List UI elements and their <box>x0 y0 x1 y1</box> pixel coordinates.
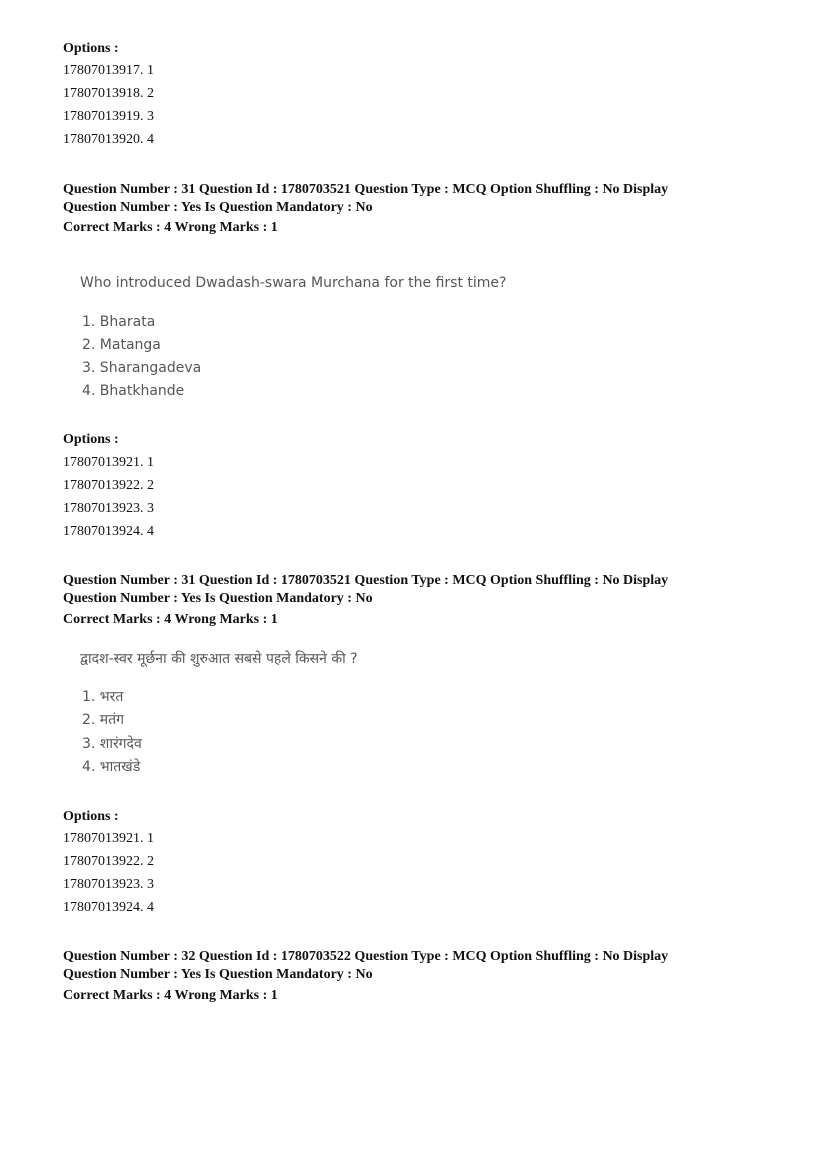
option-id: 17807013922. 2 <box>63 478 154 493</box>
question-choice: 3. Sharangadeva <box>82 360 202 376</box>
option-id: 17807013921. 1 <box>63 455 154 470</box>
option-id: 17807013918. 2 <box>63 86 154 101</box>
question-meta-line2: Question Number : Yes Is Question Mandatory : No <box>63 967 373 982</box>
question-meta-line1: Question Number : 31 Question Id : 1780703521 Question Type : MCQ Option Shuffling : No Display <box>63 573 669 588</box>
question-text: द्वादश-स्वर मूर्छना की शुरुआत सबसे पहले किसने की ? <box>80 651 358 667</box>
question-choice: 1. Bharata <box>82 314 156 330</box>
question-text: Who introduced Dwadash-swara Murchana for the first time? <box>80 275 507 291</box>
option-id: 17807013922. 2 <box>63 854 154 869</box>
question-marks: Correct Marks : 4 Wrong Marks : 1 <box>63 612 278 627</box>
option-id: 17807013923. 3 <box>63 501 154 516</box>
option-id: 17807013919. 3 <box>63 109 154 124</box>
question-marks: Correct Marks : 4 Wrong Marks : 1 <box>63 220 278 235</box>
option-id: 17807013921. 1 <box>63 831 154 846</box>
question-meta-line1: Question Number : 32 Question Id : 1780703522 Question Type : MCQ Option Shuffling : No Display <box>63 949 669 964</box>
question-choice: 2. Matanga <box>82 337 161 353</box>
question-meta-line2: Question Number : Yes Is Question Mandatory : No <box>63 200 373 215</box>
question-choice: 1. भरत <box>82 689 124 705</box>
option-id: 17807013920. 4 <box>63 132 154 147</box>
question-marks: Correct Marks : 4 Wrong Marks : 1 <box>63 988 278 1003</box>
option-id: 17807013917. 1 <box>63 63 154 78</box>
question-meta-line2: Question Number : Yes Is Question Mandatory : No <box>63 591 373 606</box>
question-choice: 4. भातखंडे <box>82 759 141 775</box>
option-id: 17807013924. 4 <box>63 524 154 539</box>
question-image-english <box>80 274 580 404</box>
question-choice: 2. मतंग <box>82 712 125 728</box>
options-label: Options : <box>63 432 119 447</box>
question-image-hindi <box>80 650 580 780</box>
question-choice: 4. Bhatkhande <box>82 383 185 399</box>
options-label: Options : <box>63 809 119 824</box>
option-id: 17807013923. 3 <box>63 877 154 892</box>
option-id: 17807013924. 4 <box>63 900 154 915</box>
options-label: Options : <box>63 41 119 56</box>
question-meta-line1: Question Number : 31 Question Id : 1780703521 Question Type : MCQ Option Shuffling : No Display <box>63 182 669 197</box>
question-choice: 3. शारंगदेव <box>82 736 142 752</box>
